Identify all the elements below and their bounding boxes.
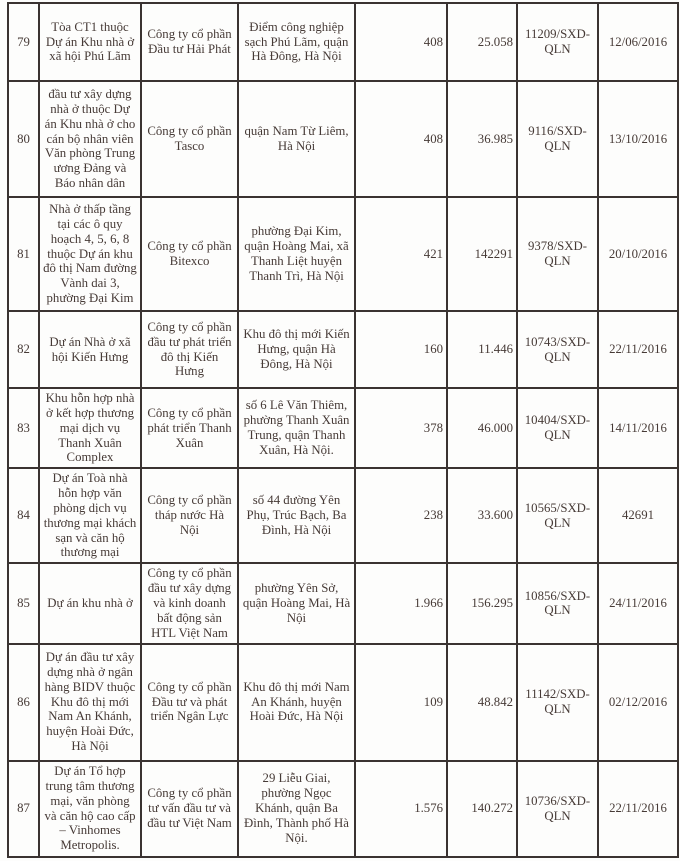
document-number: 11209/SXD-QLN bbox=[517, 3, 598, 81]
area-value: 48.842 bbox=[447, 644, 517, 761]
document-number: 10856/SXD-QLN bbox=[517, 563, 598, 643]
investor-company: Công ty cổ phần tư vấn đầu tư và đầu tư Việt Nam bbox=[141, 761, 238, 857]
table-row bbox=[8, 81, 678, 197]
project-name: Dự án đầu tư xây dựng nhà ở ngân hàng BIDV thuộc Khu đô thị mới Nam An Khánh, huyện Hoài Đức, Hà Nội bbox=[39, 644, 141, 761]
document-date: 24/11/2016 bbox=[598, 563, 678, 643]
project-location: số 44 đường Yên Phụ, Trúc Bạch, Ba Đình, Hà Nội bbox=[238, 468, 355, 563]
document-number: 10743/SXD-QLN bbox=[517, 311, 598, 388]
unit-count-value: 408 bbox=[355, 81, 447, 197]
unit-count-value: 238 bbox=[355, 468, 447, 563]
unit-count-value: 378 bbox=[355, 388, 447, 468]
unit-count-value: 109 bbox=[355, 644, 447, 761]
document-date: 20/10/2016 bbox=[598, 197, 678, 311]
project-name: Dự án Tổ hợp trung tâm thương mại, văn phòng và căn hộ cao cấp – Vinhomes Metropolis. bbox=[39, 761, 141, 857]
area-value: 140.272 bbox=[447, 761, 517, 857]
table-row bbox=[8, 644, 678, 761]
investor-company: Công ty cổ phần Đầu tư và phát triển Ngân Lực bbox=[141, 644, 238, 761]
area-value: 36.985 bbox=[447, 81, 517, 197]
project-name: Khu hỗn hợp nhà ở kết hợp thương mại dịch vụ Thanh Xuân Complex bbox=[39, 388, 141, 468]
project-name: Dự án Toà nhà hỗn hợp văn phòng dịch vụ thương mại khách sạn và căn hộ thương mại bbox=[39, 468, 141, 563]
investor-company: Công ty cổ phần đầu tư phát triển đô thị Kiến Hưng bbox=[141, 311, 238, 388]
table-row bbox=[8, 388, 678, 468]
table-row bbox=[8, 311, 678, 388]
project-location: Khu đô thị mới Nam An Khánh, huyện Hoài Đức, Hà Nội bbox=[238, 644, 355, 761]
project-location: Khu đô thị mới Kiến Hưng, quận Hà Đông, Hà Nội bbox=[238, 311, 355, 388]
investor-company: Công ty cổ phần Tasco bbox=[141, 81, 238, 197]
project-location: phường Đại Kim, quận Hoàng Mai, xã Thanh Liệt huyện Thanh Trì, Hà Nội bbox=[238, 197, 355, 311]
project-location: Điểm công nghiệp sạch Phú Lãm, quận Hà Đông, Hà Nội bbox=[238, 3, 355, 81]
row-number: 83 bbox=[8, 388, 39, 468]
investor-company: Công ty cổ phần phát triển Thanh Xuân bbox=[141, 388, 238, 468]
table-row bbox=[8, 761, 678, 857]
document-number: 11142/SXD-QLN bbox=[517, 644, 598, 761]
area-value: 46.000 bbox=[447, 388, 517, 468]
project-location: số 6 Lê Văn Thiêm, phường Thanh Xuân Trung, quận Thanh Xuân, Hà Nội. bbox=[238, 388, 355, 468]
investor-company: Công ty cổ phần đầu tư xây dựng và kinh doanh bất động sản HTL Việt Nam bbox=[141, 563, 238, 643]
document-date: 22/11/2016 bbox=[598, 311, 678, 388]
project-name: Dự án khu nhà ở bbox=[39, 563, 141, 643]
row-number: 79 bbox=[8, 3, 39, 81]
area-value: 142291 bbox=[447, 197, 517, 311]
document-date: 02/12/2016 bbox=[598, 644, 678, 761]
row-number: 81 bbox=[8, 197, 39, 311]
projects-table bbox=[7, 2, 679, 858]
row-number: 86 bbox=[8, 644, 39, 761]
document-number: 9116/SXD-QLN bbox=[517, 81, 598, 197]
table-row bbox=[8, 468, 678, 563]
area-value: 156.295 bbox=[447, 563, 517, 643]
document-date: 14/11/2016 bbox=[598, 388, 678, 468]
document-date: 13/10/2016 bbox=[598, 81, 678, 197]
document-date: 42691 bbox=[598, 468, 678, 563]
area-value: 33.600 bbox=[447, 468, 517, 563]
unit-count-value: 408 bbox=[355, 3, 447, 81]
row-number: 80 bbox=[8, 81, 39, 197]
project-name: Tòa CT1 thuộc Dự án Khu nhà ở xã hội Phú Lãm bbox=[39, 3, 141, 81]
row-number: 82 bbox=[8, 311, 39, 388]
table-row bbox=[8, 197, 678, 311]
unit-count-value: 1.576 bbox=[355, 761, 447, 857]
area-value: 11.446 bbox=[447, 311, 517, 388]
project-name: đầu tư xây dựng nhà ở thuộc Dự án Khu nhà ở cho cán bộ nhân viên Văn phòng Trung ương Đảng và Báo nhân dân bbox=[39, 81, 141, 197]
project-location: quận Nam Từ Liêm, Hà Nội bbox=[238, 81, 355, 197]
document-number: 10565/SXD-QLN bbox=[517, 468, 598, 563]
unit-count-value: 1.966 bbox=[355, 563, 447, 643]
table-row bbox=[8, 3, 678, 81]
investor-company: Công ty cổ phần tháp nước Hà Nội bbox=[141, 468, 238, 563]
project-location: phường Yên Sở, quận Hoàng Mai, Hà Nội bbox=[238, 563, 355, 643]
investor-company: Công ty cổ phần Bitexco bbox=[141, 197, 238, 311]
project-name: Nhà ở thấp tầng tại các ô quy hoạch 4, 5, 6, 8 thuộc Dự án khu đô thị Nam đường Vành dai 3, phường Đại Kim bbox=[39, 197, 141, 311]
project-location: 29 Liễu Giai, phường Ngọc Khánh, quận Ba Đình, Thành phố Hà Nội. bbox=[238, 761, 355, 857]
unit-count-value: 421 bbox=[355, 197, 447, 311]
table-row bbox=[8, 563, 678, 643]
row-number: 85 bbox=[8, 563, 39, 643]
project-name: Dự án Nhà ở xã hội Kiến Hưng bbox=[39, 311, 141, 388]
document-date: 22/11/2016 bbox=[598, 761, 678, 857]
document-number: 10736/SXD-QLN bbox=[517, 761, 598, 857]
document-date: 12/06/2016 bbox=[598, 3, 678, 81]
document-number: 9378/SXD-QLN bbox=[517, 197, 598, 311]
investor-company: Công ty cổ phần Đầu tư Hải Phát bbox=[141, 3, 238, 81]
document-number: 10404/SXD-QLN bbox=[517, 388, 598, 468]
area-value: 25.058 bbox=[447, 3, 517, 81]
row-number: 84 bbox=[8, 468, 39, 563]
unit-count-value: 160 bbox=[355, 311, 447, 388]
row-number: 87 bbox=[8, 761, 39, 857]
table-body bbox=[8, 3, 678, 857]
